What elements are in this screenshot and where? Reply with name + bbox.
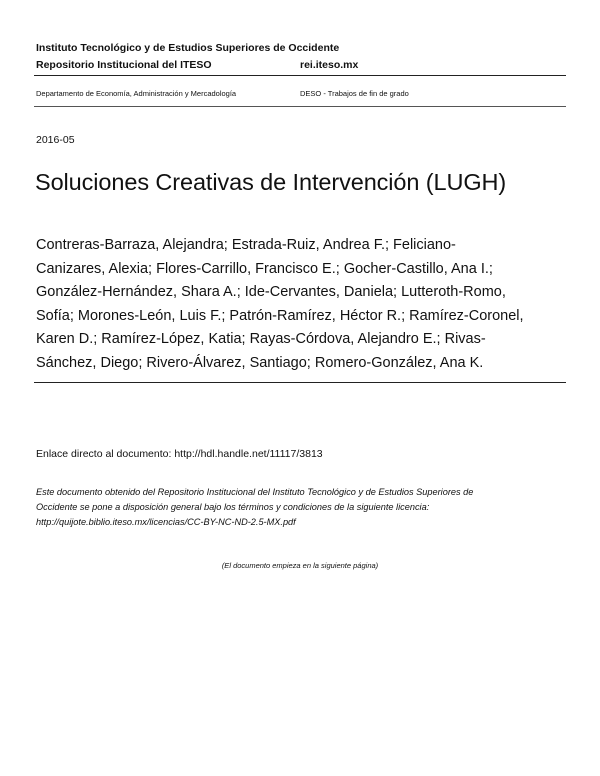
- authors-line: Canizares, Alexia; Flores-Carrillo, Francisco E.; Gocher-Castillo, Ana I.;: [36, 260, 493, 277]
- authors-list: [36, 234, 571, 375]
- authors-line: González-Hernández, Shara A.; Ide-Cervantes, Daniela; Lutteroth-Romo,: [36, 284, 506, 300]
- license-line: Este documento obtenido del Repositorio Institucional del Instituto Tecnológico y de Estudios Superiores de: [36, 487, 474, 497]
- repository-name: Repositorio Institucional del ITESO: [36, 59, 212, 71]
- publication-date: 2016-05: [36, 134, 75, 146]
- authors-line: Sánchez, Diego; Rivero-Álvarez, Santiago; Romero-González, Ana K.: [36, 354, 484, 371]
- header-divider: [34, 75, 566, 76]
- metadata-divider: [34, 106, 566, 107]
- license-url[interactable]: http://quijote.biblio.iteso.mx/licencias/CC-BY-NC-ND-2.5-MX.pdf: [36, 517, 296, 527]
- authors-divider: [34, 382, 566, 383]
- repository-url[interactable]: rei.iteso.mx: [300, 59, 359, 71]
- direct-link[interactable]: Enlace directo al documento: http://hdl.handle.net/11117/3813: [36, 448, 323, 460]
- department-label: Departamento de Economía, Administración y Mercadología: [36, 89, 237, 98]
- collection-label: DESO - Trabajos de fin de grado: [300, 89, 409, 98]
- institution-name: Instituto Tecnológico y de Estudios Superiores de Occidente: [36, 42, 340, 54]
- authors-line: Sofía; Morones-León, Luis F.; Patrón-Ramírez, Héctor R.; Ramírez-Coronel,: [36, 307, 524, 324]
- authors-line: Contreras-Barraza, Alejandra; Estrada-Ruiz, Andrea F.; Feliciano-: [36, 237, 456, 253]
- authors-line: Karen D.; Ramírez-López, Katia; Rayas-Córdova, Alejandro E.; Rivas-: [36, 331, 486, 347]
- license-notice: [36, 485, 566, 530]
- document-title: Soluciones Creativas de Intervención (LUGH): [35, 169, 507, 195]
- continues-note: (El documento empieza en la siguiente página): [221, 561, 379, 570]
- license-line: Occidente se pone a disposición general bajo los términos y condiciones de la siguiente licencia:: [36, 502, 430, 512]
